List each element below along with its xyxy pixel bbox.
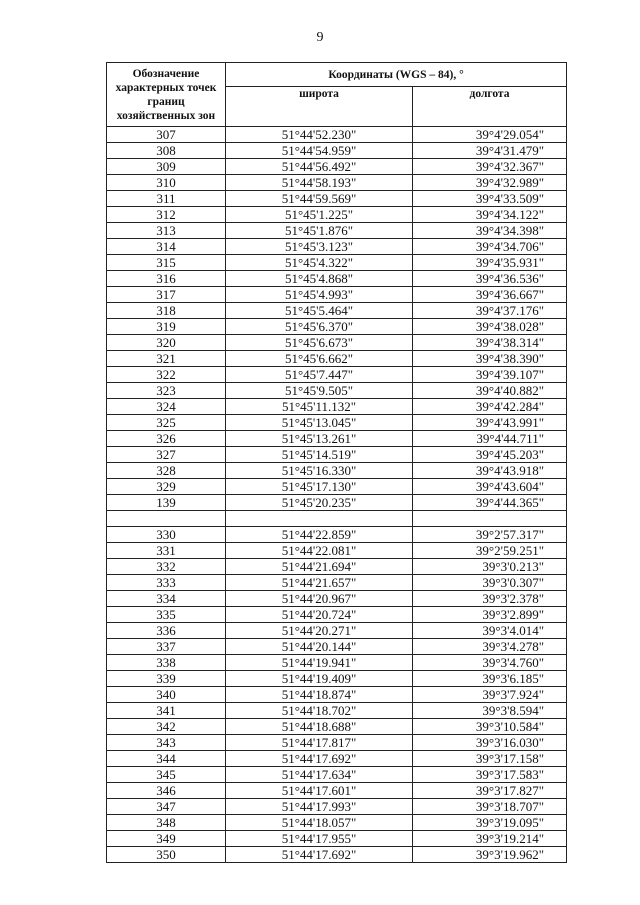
- longitude-cell: 39°3'17.583": [413, 767, 567, 783]
- latitude-cell: 51°44'18.702": [226, 703, 413, 719]
- latitude-cell: 51°44'17.993": [226, 799, 413, 815]
- latitude-cell: 51°44'20.967": [226, 591, 413, 607]
- latitude-cell: 51°45'3.123": [226, 239, 413, 255]
- point-cell: 320: [107, 335, 226, 351]
- table-row: [107, 783, 567, 799]
- longitude-cell: 39°3'4.760": [413, 655, 567, 671]
- table-row: [107, 431, 567, 447]
- longitude-cell: 39°4'33.509": [413, 191, 567, 207]
- longitude-cell: 39°4'32.367": [413, 159, 567, 175]
- longitude-cell: 39°4'36.536": [413, 271, 567, 287]
- point-cell: 315: [107, 255, 226, 271]
- point-cell: 345: [107, 767, 226, 783]
- latitude-cell: 51°44'56.492": [226, 159, 413, 175]
- latitude-cell: 51°44'58.193": [226, 175, 413, 191]
- point-cell: 341: [107, 703, 226, 719]
- point-cell: 314: [107, 239, 226, 255]
- point-cell: 329: [107, 479, 226, 495]
- point-cell: 334: [107, 591, 226, 607]
- latitude-cell: 51°45'13.045": [226, 415, 413, 431]
- latitude-cell: 51°44'17.692": [226, 847, 413, 863]
- table-row: [107, 751, 567, 767]
- table-row: [107, 479, 567, 495]
- point-cell: 336: [107, 623, 226, 639]
- table-row: [107, 463, 567, 479]
- point-cell: 318: [107, 303, 226, 319]
- latitude-cell: 51°45'13.261": [226, 431, 413, 447]
- table-separator: [107, 511, 567, 527]
- table-header-row: [107, 63, 567, 87]
- latitude-cell: 51°45'16.330": [226, 463, 413, 479]
- latitude-cell: 51°45'11.132": [226, 399, 413, 415]
- longitude-cell: 39°4'45.203": [413, 447, 567, 463]
- longitude-cell: 39°2'57.317": [413, 527, 567, 543]
- point-cell: 324: [107, 399, 226, 415]
- latitude-cell: 51°44'17.601": [226, 783, 413, 799]
- longitude-cell: 39°4'38.028": [413, 319, 567, 335]
- coordinates-table: [106, 62, 567, 863]
- longitude-cell: 39°4'37.176": [413, 303, 567, 319]
- table-row: [107, 767, 567, 783]
- point-cell: 310: [107, 175, 226, 191]
- latitude-cell: 51°45'5.464": [226, 303, 413, 319]
- table-group-1: [107, 127, 567, 511]
- latitude-cell: 51°45'6.662": [226, 351, 413, 367]
- latitude-cell: 51°45'17.130": [226, 479, 413, 495]
- table-row: [107, 847, 567, 863]
- latitude-cell: 51°44'20.724": [226, 607, 413, 623]
- table-row: [107, 175, 567, 191]
- table-row: [107, 287, 567, 303]
- table-row: [107, 543, 567, 559]
- longitude-cell: 39°4'43.991": [413, 415, 567, 431]
- latitude-cell: 51°45'1.225": [226, 207, 413, 223]
- longitude-cell: 39°4'43.918": [413, 463, 567, 479]
- table-row: [107, 527, 567, 543]
- latitude-cell: 51°45'4.868": [226, 271, 413, 287]
- point-cell: 347: [107, 799, 226, 815]
- table-row: [107, 223, 567, 239]
- longitude-cell: 39°3'19.962": [413, 847, 567, 863]
- latitude-cell: 51°44'20.144": [226, 639, 413, 655]
- latitude-cell: 51°45'14.519": [226, 447, 413, 463]
- table-row: [107, 207, 567, 223]
- point-cell: 316: [107, 271, 226, 287]
- longitude-cell: 39°4'32.989": [413, 175, 567, 191]
- table-row: [107, 575, 567, 591]
- longitude-cell: 39°2'59.251": [413, 543, 567, 559]
- table-row: [107, 815, 567, 831]
- longitude-cell: 39°3'0.213": [413, 559, 567, 575]
- table-row: [107, 447, 567, 463]
- point-cell: 340: [107, 687, 226, 703]
- point-cell: 321: [107, 351, 226, 367]
- table-row: [107, 607, 567, 623]
- point-cell: 309: [107, 159, 226, 175]
- latitude-cell: 51°44'17.692": [226, 751, 413, 767]
- point-cell: 349: [107, 831, 226, 847]
- longitude-cell: 39°3'16.030": [413, 735, 567, 751]
- table-row: [107, 687, 567, 703]
- point-cell: 327: [107, 447, 226, 463]
- longitude-cell: 39°4'42.284": [413, 399, 567, 415]
- point-cell: 325: [107, 415, 226, 431]
- longitude-cell: 39°4'38.390": [413, 351, 567, 367]
- point-cell: 308: [107, 143, 226, 159]
- table-group-2: [107, 527, 567, 863]
- longitude-cell: 39°3'0.307": [413, 575, 567, 591]
- coordinates-header: Координаты (WGS – 84), °: [226, 63, 567, 87]
- table-row: [107, 799, 567, 815]
- table-row: [107, 271, 567, 287]
- table-row: [107, 159, 567, 175]
- latitude-cell: 51°45'9.505": [226, 383, 413, 399]
- longitude-cell: 39°3'19.214": [413, 831, 567, 847]
- table-row: [107, 255, 567, 271]
- point-cell: 338: [107, 655, 226, 671]
- longitude-cell: 39°3'10.584": [413, 719, 567, 735]
- table-row: [107, 831, 567, 847]
- latitude-header: широта: [226, 87, 413, 127]
- point-cell: 322: [107, 367, 226, 383]
- longitude-header: долгота: [413, 87, 567, 127]
- latitude-cell: 51°44'18.688": [226, 719, 413, 735]
- latitude-cell: 51°44'22.081": [226, 543, 413, 559]
- longitude-cell: 39°3'18.707": [413, 799, 567, 815]
- longitude-cell: 39°4'40.882": [413, 383, 567, 399]
- page-number: 9: [316, 30, 324, 45]
- point-cell: 342: [107, 719, 226, 735]
- table-row: [107, 415, 567, 431]
- longitude-cell: 39°4'34.122": [413, 207, 567, 223]
- longitude-cell: 39°3'8.594": [413, 703, 567, 719]
- table-row: [107, 335, 567, 351]
- table-row: [107, 143, 567, 159]
- point-cell: 337: [107, 639, 226, 655]
- table-row: [107, 623, 567, 639]
- table-row: [107, 303, 567, 319]
- longitude-cell: 39°3'4.278": [413, 639, 567, 655]
- table-row: [107, 383, 567, 399]
- latitude-cell: 51°45'4.322": [226, 255, 413, 271]
- table-row: [107, 639, 567, 655]
- separator-row: [107, 511, 567, 527]
- table-row: [107, 399, 567, 415]
- latitude-cell: 51°44'17.817": [226, 735, 413, 751]
- longitude-cell: 39°4'36.667": [413, 287, 567, 303]
- point-cell: 331: [107, 543, 226, 559]
- latitude-cell: 51°44'17.955": [226, 831, 413, 847]
- latitude-cell: 51°44'22.859": [226, 527, 413, 543]
- latitude-cell: 51°44'52.230": [226, 127, 413, 143]
- table-row: [107, 351, 567, 367]
- longitude-cell: 39°3'7.924": [413, 687, 567, 703]
- point-cell: 344: [107, 751, 226, 767]
- point-cell: 332: [107, 559, 226, 575]
- point-cell: 328: [107, 463, 226, 479]
- latitude-cell: 51°44'20.271": [226, 623, 413, 639]
- latitude-cell: 51°44'21.657": [226, 575, 413, 591]
- latitude-cell: 51°44'19.941": [226, 655, 413, 671]
- latitude-cell: 51°44'54.959": [226, 143, 413, 159]
- longitude-cell: 39°4'44.711": [413, 431, 567, 447]
- table-row: [107, 671, 567, 687]
- latitude-cell: 51°45'6.370": [226, 319, 413, 335]
- point-cell: 350: [107, 847, 226, 863]
- table-row: [107, 495, 567, 511]
- latitude-cell: 51°44'21.694": [226, 559, 413, 575]
- table-row: [107, 127, 567, 143]
- longitude-cell: 39°4'31.479": [413, 143, 567, 159]
- latitude-cell: 51°45'20.235": [226, 495, 413, 511]
- longitude-cell: 39°4'34.706": [413, 239, 567, 255]
- point-designation-header: Обозначение характерных точек границ хозяйственных зон: [107, 63, 226, 127]
- point-cell: 330: [107, 527, 226, 543]
- latitude-cell: 51°44'19.409": [226, 671, 413, 687]
- table-row: [107, 703, 567, 719]
- table-row: [107, 559, 567, 575]
- latitude-cell: 51°44'18.057": [226, 815, 413, 831]
- point-cell: 333: [107, 575, 226, 591]
- latitude-cell: 51°45'1.876": [226, 223, 413, 239]
- longitude-cell: 39°3'2.378": [413, 591, 567, 607]
- longitude-cell: 39°4'29.054": [413, 127, 567, 143]
- longitude-cell: 39°3'19.095": [413, 815, 567, 831]
- latitude-cell: 51°44'59.569": [226, 191, 413, 207]
- table-row: [107, 319, 567, 335]
- point-cell: 348: [107, 815, 226, 831]
- longitude-cell: 39°3'6.185": [413, 671, 567, 687]
- point-cell: 326: [107, 431, 226, 447]
- longitude-cell: 39°4'43.604": [413, 479, 567, 495]
- longitude-cell: 39°3'17.827": [413, 783, 567, 799]
- point-cell: 319: [107, 319, 226, 335]
- longitude-cell: 39°3'2.899": [413, 607, 567, 623]
- table-row: [107, 655, 567, 671]
- point-cell: 346: [107, 783, 226, 799]
- longitude-cell: 39°4'35.931": [413, 255, 567, 271]
- latitude-cell: 51°45'4.993": [226, 287, 413, 303]
- point-cell: 139: [107, 495, 226, 511]
- latitude-cell: 51°45'6.673": [226, 335, 413, 351]
- point-cell: 317: [107, 287, 226, 303]
- latitude-cell: 51°44'18.874": [226, 687, 413, 703]
- longitude-cell: 39°4'44.365": [413, 495, 567, 511]
- table-row: [107, 735, 567, 751]
- table-row: [107, 367, 567, 383]
- point-cell: 335: [107, 607, 226, 623]
- longitude-cell: 39°3'17.158": [413, 751, 567, 767]
- longitude-cell: 39°4'38.314": [413, 335, 567, 351]
- point-cell: 323: [107, 383, 226, 399]
- longitude-cell: 39°4'39.107": [413, 367, 567, 383]
- longitude-cell: 39°3'4.014": [413, 623, 567, 639]
- point-cell: 343: [107, 735, 226, 751]
- point-cell: 339: [107, 671, 226, 687]
- latitude-cell: 51°45'7.447": [226, 367, 413, 383]
- point-cell: 307: [107, 127, 226, 143]
- table-row: [107, 719, 567, 735]
- point-cell: 311: [107, 191, 226, 207]
- longitude-cell: 39°4'34.398": [413, 223, 567, 239]
- table-row: [107, 239, 567, 255]
- point-cell: 312: [107, 207, 226, 223]
- point-cell: 313: [107, 223, 226, 239]
- latitude-cell: 51°44'17.634": [226, 767, 413, 783]
- table-row: [107, 191, 567, 207]
- table-row: [107, 591, 567, 607]
